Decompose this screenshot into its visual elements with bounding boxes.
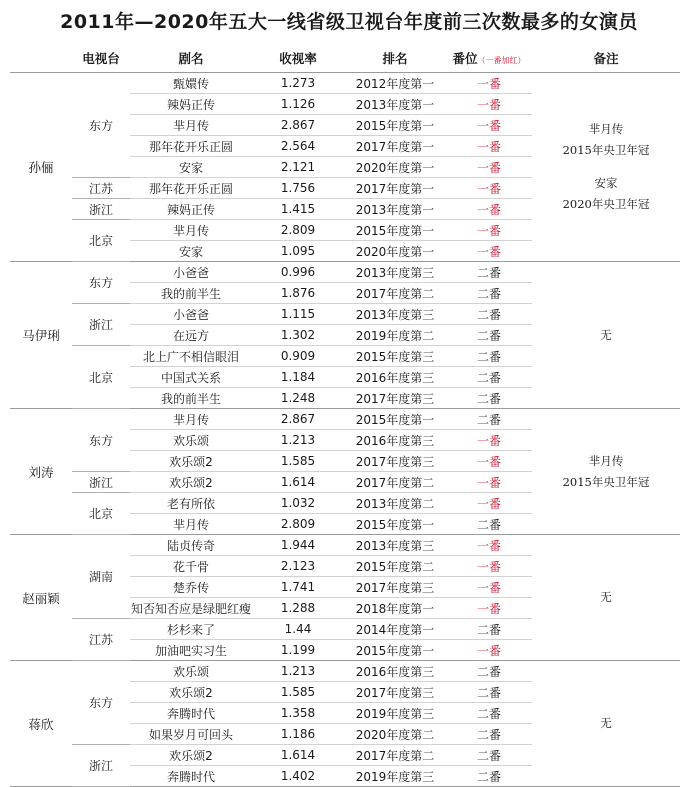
channel-name: 北京 [72, 220, 130, 262]
rank-value: 2017年度第三 [344, 388, 446, 409]
drama-title: 加油吧实习生 [130, 640, 252, 661]
drama-title: 欢乐颂2 [130, 745, 252, 766]
remark-cell [532, 73, 680, 262]
drama-title: 中国式关系 [130, 367, 252, 388]
rating-value: 1.213 [252, 430, 344, 451]
billing-value: 二番 [446, 346, 532, 367]
rank-value: 2019年度第二 [344, 325, 446, 346]
rank-value: 2015年度第一 [344, 640, 446, 661]
rank-value: 2017年度第三 [344, 682, 446, 703]
remark-cell [532, 262, 680, 409]
rating-value: 2.121 [252, 157, 344, 178]
table-row [10, 262, 680, 283]
rating-value: 2.867 [252, 409, 344, 430]
rating-value: 1.44 [252, 619, 344, 640]
rank-value: 2016年度第三 [344, 367, 446, 388]
billing-value: 一番 [446, 94, 532, 115]
billing-value: 一番 [446, 451, 532, 472]
rating-value: 1.115 [252, 304, 344, 325]
drama-title: 楚乔传 [130, 577, 252, 598]
rating-value: 1.248 [252, 388, 344, 409]
remark-line: 无 [600, 327, 612, 342]
remark-line: 芈月传 [588, 453, 624, 468]
billing-value: 一番 [446, 472, 532, 493]
header-drama: 剧名 [130, 44, 252, 73]
remark-line: 无 [600, 590, 612, 604]
rating-value: 1.199 [252, 640, 344, 661]
rank-value: 2013年度第三 [344, 262, 446, 283]
rank-value: 2014年度第一 [344, 619, 446, 640]
remark-line: 2015年央卫年冠 [562, 474, 650, 489]
drama-title: 安家 [130, 241, 252, 262]
billing-value: 一番 [446, 199, 532, 220]
rank-value: 2015年度第二 [344, 556, 446, 577]
header-channel: 电视台 [72, 44, 130, 73]
channel-name: 北京 [72, 493, 130, 535]
ratings-table [10, 44, 680, 787]
drama-title: 欢乐颂2 [130, 472, 252, 493]
drama-title: 老有所依 [130, 493, 252, 514]
drama-title: 安家 [130, 157, 252, 178]
billing-value: 二番 [446, 745, 532, 766]
billing-value: 一番 [446, 493, 532, 514]
rating-value: 1.415 [252, 199, 344, 220]
drama-title: 芈月传 [130, 514, 252, 535]
channel-name: 浙江 [72, 745, 130, 787]
remark-line: 无 [600, 716, 612, 730]
rank-value: 2017年度第一 [344, 178, 446, 199]
rating-value: 1.585 [252, 682, 344, 703]
billing-value: 二番 [446, 283, 532, 304]
channel-name: 江苏 [72, 178, 130, 199]
rank-value: 2017年度第二 [344, 283, 446, 304]
drama-title: 欢乐颂2 [130, 682, 252, 703]
drama-title: 辣妈正传 [130, 94, 252, 115]
drama-title: 我的前半生 [130, 388, 252, 409]
rank-value: 2017年度第三 [344, 577, 446, 598]
rank-value: 2013年度第一 [344, 199, 446, 220]
rating-value: 1.614 [252, 472, 344, 493]
rating-value: 2.564 [252, 136, 344, 157]
rating-value: 1.273 [252, 73, 344, 94]
rating-value: 1.032 [252, 493, 344, 514]
drama-title: 陆贞传奇 [130, 535, 252, 556]
ratings-table-container [10, 44, 680, 784]
rank-value: 2017年度第二 [344, 472, 446, 493]
rating-value: 2.867 [252, 115, 344, 136]
billing-value: 一番 [446, 430, 532, 451]
billing-value: 一番 [446, 535, 532, 556]
drama-title: 小爸爸 [130, 262, 252, 283]
channel-name: 东方 [72, 409, 130, 472]
rank-value: 2018年度第一 [344, 598, 446, 619]
drama-title: 欢乐颂 [130, 430, 252, 451]
drama-title: 知否知否应是绿肥红瘦 [130, 598, 252, 619]
channel-name: 浙江 [72, 472, 130, 493]
billing-value: 二番 [446, 262, 532, 283]
rating-value: 1.741 [252, 577, 344, 598]
header-rating: 收视率 [252, 44, 344, 73]
rating-value: 1.944 [252, 535, 344, 556]
rating-value: 1.614 [252, 745, 344, 766]
rank-value: 2015年度第一 [344, 115, 446, 136]
table-row [10, 409, 680, 430]
actress-name: 孙俪 [10, 73, 72, 262]
rating-value: 2.809 [252, 220, 344, 241]
channel-name: 湖南 [72, 535, 130, 619]
rating-value: 1.585 [252, 451, 344, 472]
billing-value: 一番 [446, 136, 532, 157]
billing-value: 一番 [446, 241, 532, 262]
billing-value: 二番 [446, 682, 532, 703]
billing-value: 一番 [446, 178, 532, 199]
remark-line: 2020年央卫年冠 [562, 197, 650, 211]
remark-line: 安家 [594, 176, 618, 190]
table-row [10, 661, 680, 682]
drama-title: 辣妈正传 [130, 199, 252, 220]
table-row [10, 73, 680, 94]
rank-value: 2013年度第三 [344, 304, 446, 325]
drama-title: 欢乐颂 [130, 661, 252, 682]
drama-title: 那年花开乐正圆 [130, 178, 252, 199]
remark-cell [532, 409, 680, 535]
rating-value: 2.123 [252, 556, 344, 577]
drama-title: 在远方 [130, 325, 252, 346]
channel-name: 江苏 [72, 619, 130, 661]
rank-value: 2017年度第三 [344, 451, 446, 472]
billing-value: 一番 [446, 157, 532, 178]
rating-value: 0.909 [252, 346, 344, 367]
billing-value: 二番 [446, 514, 532, 535]
rank-value: 2020年度第二 [344, 724, 446, 745]
rank-value: 2019年度第三 [344, 703, 446, 724]
rating-value: 1.402 [252, 766, 344, 787]
billing-value: 一番 [446, 640, 532, 661]
rank-value: 2020年度第一 [344, 157, 446, 178]
billing-value: 一番 [446, 115, 532, 136]
rank-value: 2015年度第一 [344, 220, 446, 241]
drama-title: 那年花开乐正圆 [130, 136, 252, 157]
rating-value: 0.996 [252, 262, 344, 283]
rank-value: 2016年度第三 [344, 661, 446, 682]
rating-value: 1.876 [252, 283, 344, 304]
channel-name: 北京 [72, 346, 130, 409]
rating-value: 1.756 [252, 178, 344, 199]
drama-title: 我的前半生 [130, 283, 252, 304]
drama-title: 如果岁月可回头 [130, 724, 252, 745]
rank-value: 2017年度第一 [344, 136, 446, 157]
header-remark: 备注 [532, 44, 680, 73]
actress-name: 刘涛 [10, 409, 72, 535]
billing-value: 二番 [446, 325, 532, 346]
drama-title: 芈月传 [130, 115, 252, 136]
rating-value: 1.302 [252, 325, 344, 346]
billing-value: 二番 [446, 388, 532, 409]
table-row [10, 535, 680, 556]
remark-cell [532, 661, 680, 787]
rank-value: 2013年度第三 [344, 535, 446, 556]
rank-value: 2016年度第三 [344, 430, 446, 451]
drama-title: 奔腾时代 [130, 703, 252, 724]
remark-line [532, 161, 680, 173]
page-title: 2011年—2020年五大一线省级卫视台年度前三次数最多的女演员 [60, 11, 638, 33]
actress-name: 马伊琍 [10, 262, 72, 409]
rating-value: 2.809 [252, 514, 344, 535]
remark-cell [532, 535, 680, 661]
billing-value: 二番 [446, 766, 532, 787]
drama-title: 北上广不相信眼泪 [130, 346, 252, 367]
billing-value: 一番 [446, 577, 532, 598]
rating-value: 1.184 [252, 367, 344, 388]
billing-value: 一番 [446, 73, 532, 94]
channel-name: 浙江 [72, 199, 130, 220]
remark-line: 芈月传 [588, 122, 624, 136]
billing-value: 二番 [446, 661, 532, 682]
drama-title: 杉杉来了 [130, 619, 252, 640]
billing-value: 二番 [446, 724, 532, 745]
billing-value: 二番 [446, 703, 532, 724]
channel-name: 东方 [72, 73, 130, 178]
drama-title: 小爸爸 [130, 304, 252, 325]
rating-value: 1.213 [252, 661, 344, 682]
billing-value: 二番 [446, 367, 532, 388]
rank-value: 2015年度第一 [344, 409, 446, 430]
rank-value: 2020年度第一 [344, 241, 446, 262]
remark-line: 2015年央卫年冠 [562, 143, 650, 157]
header-actor [10, 44, 72, 73]
rank-value: 2013年度第二 [344, 493, 446, 514]
billing-value: 一番 [446, 556, 532, 577]
drama-title: 芈月传 [130, 409, 252, 430]
billing-value: 一番 [446, 220, 532, 241]
actress-name: 蒋欣 [10, 661, 72, 787]
header-billing-note: （一番加红） [477, 56, 526, 65]
rating-value: 1.186 [252, 724, 344, 745]
rank-value: 2017年度第二 [344, 745, 446, 766]
header-row [10, 44, 680, 73]
rank-value: 2015年度第一 [344, 514, 446, 535]
drama-title: 欢乐颂2 [130, 451, 252, 472]
billing-value: 二番 [446, 409, 532, 430]
drama-title: 奔腾时代 [130, 766, 252, 787]
rating-value: 1.126 [252, 94, 344, 115]
channel-name: 东方 [72, 262, 130, 304]
header-rank: 排名 [344, 44, 446, 73]
drama-title: 芈月传 [130, 220, 252, 241]
rank-value: 2015年度第三 [344, 346, 446, 367]
rank-value: 2012年度第一 [344, 73, 446, 94]
billing-value: 一番 [446, 598, 532, 619]
billing-value: 二番 [446, 619, 532, 640]
channel-name: 东方 [72, 661, 130, 745]
channel-name: 浙江 [72, 304, 130, 346]
drama-title: 花千骨 [130, 556, 252, 577]
rating-value: 1.358 [252, 703, 344, 724]
drama-title: 甄嬛传 [130, 73, 252, 94]
header-billing [446, 44, 532, 73]
actress-name: 赵丽颖 [10, 535, 72, 661]
rank-value: 2013年度第一 [344, 94, 446, 115]
rating-value: 1.095 [252, 241, 344, 262]
rating-value: 1.288 [252, 598, 344, 619]
table-body [10, 73, 680, 787]
header-billing-label: 番位 [452, 51, 478, 66]
rank-value: 2019年度第三 [344, 766, 446, 787]
billing-value: 二番 [446, 304, 532, 325]
